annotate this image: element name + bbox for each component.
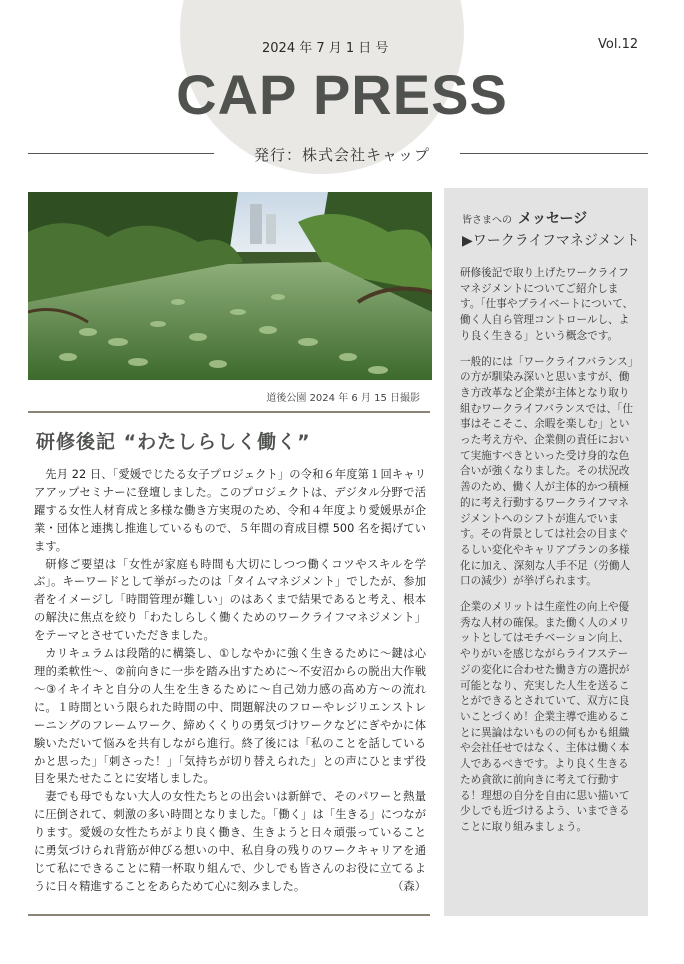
photo-caption: 道後公園 2024 年 6 月 15 日撮影 xyxy=(266,393,420,404)
park-photo xyxy=(28,192,432,380)
message-sidebar xyxy=(444,188,648,916)
article-paragraph xyxy=(34,788,426,895)
sidebar-paragraph: 一般的には「ワークライフバランス」の方が馴染み深いと思いますが、働き方改革など企業が主体となり取り組むワークライフバランスでは、「仕事はそこそこ、余暇を楽しむ」といった考え方や、企業側の責任において実施すべきといった受け身的な色合いが強くなりました。その状況改善のため、働く人が主体的かつ積極的に考え行動するワークライフマネジメントへのシフトが進んでいます。その背景としては社会の目まぐるしい変化やキャリアプランの多様化に加え、深刻な人手不足（労働人口の減少）が挙げられます。 xyxy=(460,355,633,588)
article-title: 研修後記 “わたしらしく働く” xyxy=(36,431,311,453)
sidebar-heading xyxy=(462,208,587,228)
article-paragraph: カリキュラムは段階的に構築し、①しなやかに強く生きるために～鍵は心理的柔軟性～、②前向きに一歩を踏み出すために～不安沼からの脱出大作戦～③イキイキと自分の人生を生きるために～自己効力感の高め方～の流れに。１時間という限られた時間の中、問題解決のフローやレジリエンストレーニングのフレームワーク、締めくくりの勇気づけワークなどにぎやかに体験いただいて悩みを共有しながら進行。終了後には「私のことを話しているかと思った」「刺さった！」「気持ちが切り替えられた」との声にひとまず役目を果たせたことに安堵しました。 xyxy=(34,647,426,786)
sidebar-paragraph: 企業のメリットは生産性の向上や優秀な人材の確保。また働く人のメリットとしてはモチベーション向上、やりがいを感じながらライフステージの変化に合わせた働き方の選択が可能となり、充実した人生を送ることができるとされていて、双方に良いことづくめ！企業主導で進めることに異論はないものの何もかも組織や会社任せではなく、主体は働く本人であるべきです。より良く生きるため貪欲に前向きに考えて行動する！理想の自分を自由に思い描いて少しでも近づけるよう、いまできることに取り組みましょう。 xyxy=(460,601,630,833)
sidebar-prefix: 皆さまへの xyxy=(462,215,512,226)
article-body xyxy=(34,466,426,896)
sidebar-paragraph: 研修後記で取り上げたワークライフマネジメントについてご紹介します。「仕事やプライベートについて、働く人自ら管理コントロールし、より良く生きる」という概念です。 xyxy=(460,267,634,342)
newsletter-title: CAP PRESS xyxy=(176,63,508,126)
sidebar-title: メッセージ xyxy=(518,211,588,227)
article-paragraph-text: 妻でも母でもない大人の女性たちとの出会いは新鮮で、そのパワーと熱量に圧倒されて、刺激の多い時間となりました。「働く」は「生きる」につながります。愛媛の女性たちがより良く働き、生きようと日々頑張っていることに勇気づけられ背筋が伸びる想いの中、私自身の残りのワークキャリアを通じて私にできることに精一杯取り組んで、少しでも皆さんのお役に立てるように日々精進することをあらためて心に刻みました。 xyxy=(34,790,426,893)
article-rule-top xyxy=(28,411,430,413)
article-signature: （森） xyxy=(392,879,426,893)
sidebar-subheading: ▶ワークライフマネジメント xyxy=(462,233,640,249)
article-paragraph: 先月 22 日、「愛媛でじたる女子プロジェクト」の令和６年度第１回キャリアアップセミナーに登壇しました。このプロジェクトは、デジタル分野で活躍する女性人材育成と多様な働き方実現のため、令和４年度より愛媛県が企業・団体と連携し推進しているもので、５年間の育成目標 500 名を掲げています。 xyxy=(34,468,426,553)
issue-date: 2024 年 7 月 1 日 号 xyxy=(262,41,389,56)
article-paragraph: 研修ご要望は「女性が家庭も時間も大切にしつつ働くコツやスキルを学ぶ」。キーワードとして挙がったのは「タイムマネジメント」でしたが、参加者をイメージし「時間管理が難しい」のはあくまで結果であると考え、根本の解決に焦点を絞り「わたしらしく働くためのワークライフマネジメント」をテーマとさせていただきました。 xyxy=(34,557,426,643)
sidebar-body xyxy=(460,266,638,846)
volume-number: Vol.12 xyxy=(598,37,639,52)
publisher-line: 発行：株式会社キャップ xyxy=(253,146,430,164)
article-rule-bottom xyxy=(28,914,430,916)
